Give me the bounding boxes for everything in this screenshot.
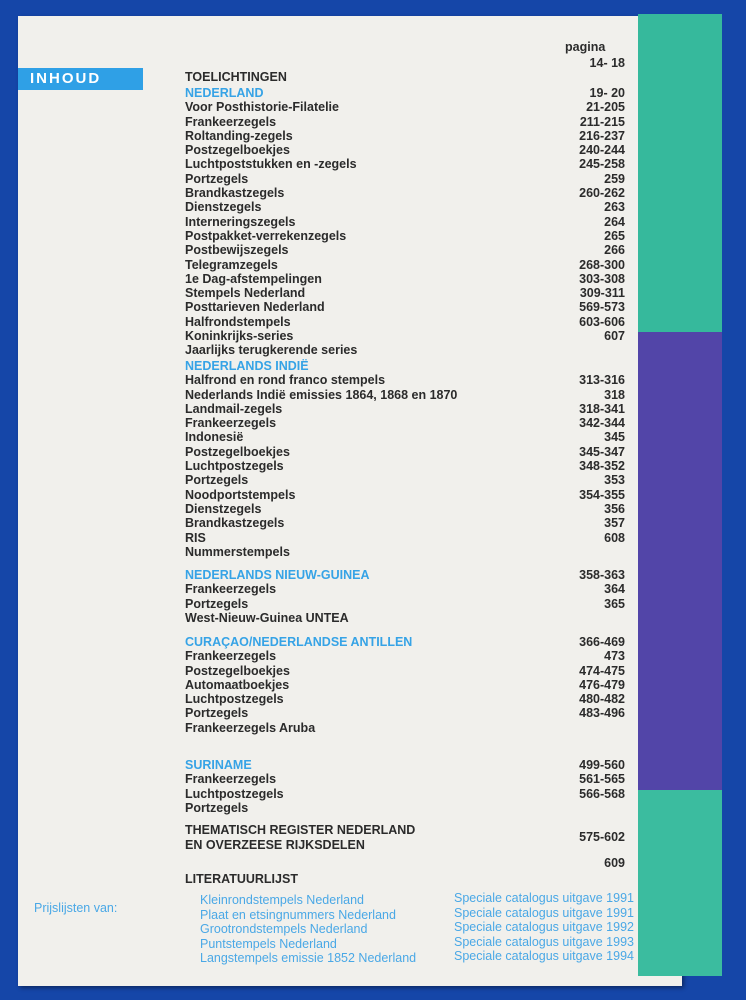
toc-entry: Koninkrijks-series <box>185 329 294 344</box>
toc-entry: Frankeerzegels <box>185 772 277 787</box>
section-title: CURAÇAO/NEDERLANDSE ANTILLEN <box>185 635 413 649</box>
toc-pages: 364 <box>604 582 625 597</box>
thematisch-pages: 575-602 <box>579 830 625 845</box>
section <box>185 86 625 358</box>
section <box>185 359 625 559</box>
toc-row <box>185 445 625 459</box>
toc-row <box>185 582 625 596</box>
toc-entry: Brandkastzegels <box>185 516 285 531</box>
toc-pages <box>565 801 625 815</box>
toc-pages: 260-262 <box>579 186 625 201</box>
toc-entry: Roltanding-zegels <box>185 128 293 143</box>
toc-pages: 476-479 <box>579 677 625 692</box>
toc-row <box>185 772 625 786</box>
toc-entry: Portzegels <box>185 706 249 721</box>
section <box>185 568 625 625</box>
toc-entry: Nederlands Indië emissies 1864, 1868 en 1870 <box>185 387 458 402</box>
pagina-header: pagina <box>565 40 606 54</box>
toc-pages: 216-237 <box>579 128 625 143</box>
toc-entry: Noodportstempels <box>185 487 296 502</box>
toc-pages: 259 <box>604 171 625 186</box>
section <box>185 635 625 735</box>
toc-entry: Luchtpoststukken en -zegels <box>185 157 357 172</box>
toc-row <box>185 373 625 387</box>
toc-row <box>185 243 625 257</box>
literatuur-title: LITERATUURLIJST <box>185 872 298 887</box>
toc-pages: 309-311 <box>579 286 625 301</box>
toc-pages: 318-341 <box>579 401 625 416</box>
toc-entry: Luchtpostzegels <box>185 459 284 474</box>
toc-row <box>185 416 625 430</box>
toc-entry: Portzegels <box>185 171 249 186</box>
toc-entry: Dienstzegels <box>185 200 262 215</box>
toc-row <box>185 300 625 314</box>
intro-pages: 14- 18 <box>589 56 625 70</box>
toc-pages <box>565 721 625 735</box>
toc-row <box>185 258 625 272</box>
toc-pages <box>565 545 625 559</box>
toc-row <box>185 459 625 473</box>
toc-entry: Luchtpostzegels <box>185 786 284 801</box>
toc-row <box>185 272 625 286</box>
toc-row <box>185 157 625 171</box>
toc-pages: 318 <box>604 387 625 402</box>
toc-entry: Frankeerzegels <box>185 416 277 431</box>
prijslijsten-label: Prijslijsten van: <box>34 901 118 915</box>
toc-pages: 348-352 <box>579 459 625 474</box>
section-title: NEDERLANDS INDIË <box>185 359 309 373</box>
pricelist-edition: Speciale catalogus uitgave 1992 <box>454 920 634 934</box>
toc-row <box>185 343 625 357</box>
toc-row <box>185 430 625 444</box>
toc-entry: Postzegelboekjes <box>185 143 290 158</box>
toc-row <box>185 473 625 487</box>
toc-entry: West-Nieuw-Guinea UNTEA <box>185 610 349 625</box>
toc-row <box>185 649 625 663</box>
toc-pages: 268-300 <box>579 257 625 272</box>
thematisch-subtitle: EN OVERZEESE RIJKSDELEN <box>185 838 365 853</box>
toc-row <box>185 502 625 516</box>
toc-entry: Halfrond en rond franco stempels <box>185 373 386 388</box>
toc-pages: 473 <box>604 649 625 664</box>
toc-entry: Nummerstempels <box>185 544 290 559</box>
toc-row <box>185 129 625 143</box>
toc-row <box>185 229 625 243</box>
toc-entry: RIS <box>185 530 206 545</box>
toc-row <box>185 388 625 402</box>
toc-pages: 365 <box>604 596 625 611</box>
toc-row <box>185 186 625 200</box>
toc-row <box>185 329 625 343</box>
literatuur-pages: 609 <box>604 856 625 870</box>
pricelist-edition: Speciale catalogus uitgave 1991 <box>454 905 634 920</box>
toc-entry: Jaarlijks terugkerende series <box>185 343 358 358</box>
toc-pages: 211-215 <box>579 114 625 129</box>
section-pages: 358-363 <box>579 568 625 582</box>
toc-row <box>185 597 625 611</box>
toc-entry: 1e Dag-afstempelingen <box>185 271 322 286</box>
literatuur-section <box>185 856 625 887</box>
toc-pages: 245-258 <box>579 157 625 172</box>
toc-pages: 353 <box>604 473 625 488</box>
toc-row <box>185 115 625 129</box>
toc-pages: 263 <box>604 200 625 215</box>
toc-entry: Postzegelboekjes <box>185 444 290 459</box>
toc-entry: Indonesië <box>185 430 244 445</box>
toc-pages: 354-355 <box>579 487 625 502</box>
intro-section <box>185 56 625 85</box>
toc-row <box>185 678 625 692</box>
toc-entry: Landmail-zegels <box>185 401 283 416</box>
toc-entry: Postbewijszegels <box>185 243 289 258</box>
inhoud-label: INHOUD <box>18 68 143 90</box>
pricelist-title: Plaat en etsingnummers Nederland <box>200 907 396 922</box>
toc-entry: Telegramzegels <box>185 257 278 272</box>
section <box>185 758 625 815</box>
toc-row <box>185 315 625 329</box>
toc-entry: Dienstzegels <box>185 501 262 516</box>
toc-pages: 356 <box>604 501 625 516</box>
toc-row <box>185 215 625 229</box>
toc-entry: Portzegels <box>185 473 249 488</box>
toc-pages: 266 <box>604 243 625 258</box>
toc-entry: Frankeerzegels <box>185 114 277 129</box>
color-strip-teal-bottom <box>638 790 722 976</box>
toc-row <box>185 200 625 214</box>
toc-row <box>185 488 625 502</box>
toc-entry: Luchtpostzegels <box>185 692 284 707</box>
section-pages: 499-560 <box>579 758 625 772</box>
toc-pages <box>565 611 625 625</box>
toc-entry: Portzegels <box>185 800 249 815</box>
color-strip-purple <box>638 332 722 790</box>
toc-pages: 608 <box>604 530 625 545</box>
toc-row <box>185 545 625 559</box>
section-title: NEDERLAND <box>185 86 264 100</box>
toc-pages: 345 <box>604 430 625 445</box>
section-pages: 366-469 <box>579 635 625 649</box>
intro-title: TOELICHTINGEN <box>185 70 287 85</box>
toc-pages: 265 <box>604 228 625 243</box>
toc-entry: Halfrondstempels <box>185 314 291 329</box>
toc-pages: 264 <box>604 214 625 229</box>
section-pages: 19- 20 <box>589 86 625 100</box>
toc-row <box>185 286 625 300</box>
toc-entry: Frankeerzegels <box>185 649 277 664</box>
toc-entry: Brandkastzegels <box>185 186 285 201</box>
toc-entry: Automaatboekjes <box>185 677 290 692</box>
toc-pages: 303-308 <box>579 271 625 286</box>
toc-row <box>185 531 625 545</box>
toc-entry: Stempels Nederland <box>185 286 306 301</box>
pricelist-title: Grootrondstempels Nederland <box>200 922 368 936</box>
toc-entry: Voor Posthistorie-Filatelie <box>185 100 339 115</box>
toc-pages: 561-565 <box>579 772 625 787</box>
toc-row <box>185 787 625 801</box>
toc-pages: 607 <box>604 329 625 344</box>
toc-pages: 566-568 <box>579 786 625 801</box>
toc-row <box>185 100 625 114</box>
toc-pages: 240-244 <box>579 143 625 158</box>
toc-entry: Frankeerzegels <box>185 582 277 597</box>
toc-pages: 21-205 <box>586 100 625 115</box>
toc-row <box>185 172 625 186</box>
toc-entry: Interneringszegels <box>185 214 296 229</box>
toc-row <box>185 611 625 625</box>
toc-pages: 357 <box>604 516 625 531</box>
toc-pages: 345-347 <box>579 444 625 459</box>
toc-entry: Postpakket-verrekenzegels <box>185 228 347 243</box>
toc-row <box>185 801 625 815</box>
section-title: SURINAME <box>185 758 252 772</box>
toc-entry: Frankeerzegels Aruba <box>185 720 316 735</box>
toc-row <box>185 143 625 157</box>
pricelist-title: Kleinrondstempels Nederland <box>200 893 364 907</box>
toc-pages: 313-316 <box>579 373 625 388</box>
pricelist-edition: Speciale catalogus uitgave 1993 <box>454 934 634 949</box>
color-strip-teal-top <box>638 14 722 332</box>
section-title: NEDERLANDS NIEUW-GUINEA <box>185 568 370 582</box>
pricelist-edition: Speciale catalogus uitgave 1994 <box>454 949 634 963</box>
toc-pages <box>565 343 625 357</box>
toc-row <box>185 402 625 416</box>
toc-entry: Postzegelboekjes <box>185 663 290 678</box>
toc-pages: 480-482 <box>579 692 625 707</box>
toc-pages: 483-496 <box>579 706 625 721</box>
toc-entry: Posttarieven Nederland <box>185 300 325 315</box>
section-pages <box>565 359 625 373</box>
pricelist-title: Puntstempels Nederland <box>200 936 337 951</box>
toc-row <box>185 664 625 678</box>
toc-row <box>185 706 625 720</box>
toc-pages: 474-475 <box>579 663 625 678</box>
toc-pages: 603-606 <box>579 314 625 329</box>
toc-entry: Portzegels <box>185 596 249 611</box>
thematisch-section <box>185 823 625 853</box>
pricelist-edition: Speciale catalogus uitgave 1991 <box>454 891 634 905</box>
thematisch-title: THEMATISCH REGISTER NEDERLAND <box>185 823 416 837</box>
toc-pages: 342-344 <box>579 416 625 431</box>
pricelist-title: Langstempels emissie 1852 Nederland <box>200 951 417 965</box>
toc-row <box>185 692 625 706</box>
toc-row <box>185 516 625 530</box>
toc-row <box>185 721 625 735</box>
toc-pages: 569-573 <box>579 300 625 315</box>
